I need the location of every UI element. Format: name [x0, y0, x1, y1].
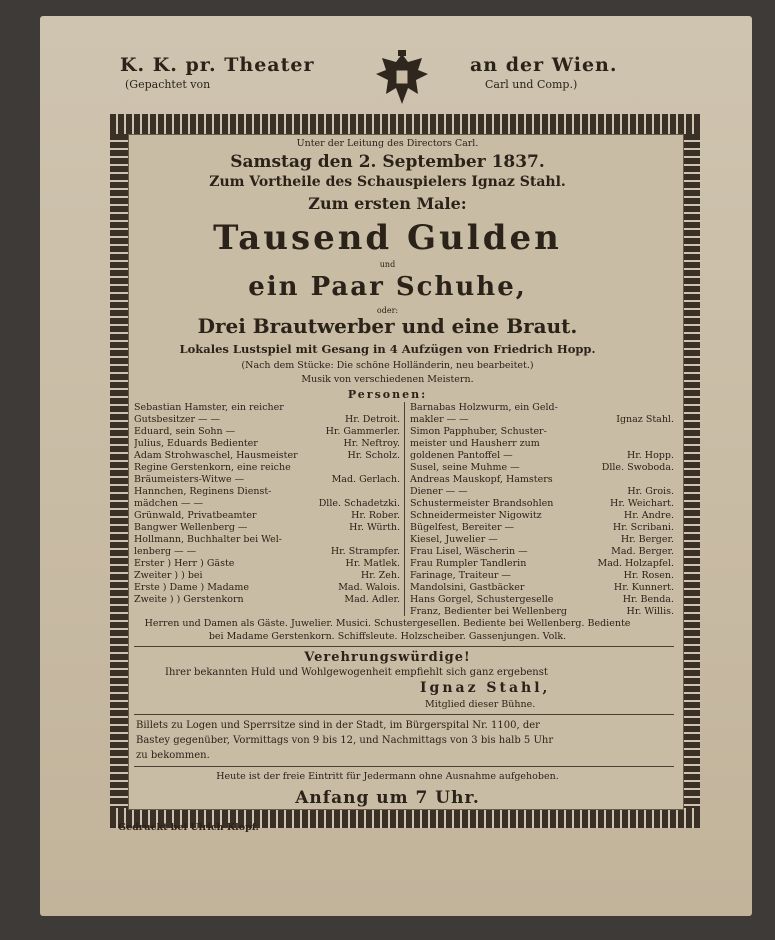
cast-actor: Hr. Willis.	[626, 606, 674, 617]
cast-actor: Hr. Neftroy.	[343, 438, 400, 449]
cast-role: Andreas Mauskopf, Hamsters	[410, 474, 553, 485]
cast-entry	[134, 582, 402, 594]
cast-entry	[410, 426, 676, 438]
theater-title-left: K. K. pr. Theater	[120, 54, 315, 76]
cast-entry	[410, 498, 676, 510]
cast-actor: Hr. Würth.	[349, 522, 400, 533]
title-main: Tausend Gulden	[213, 218, 562, 258]
cast-actor: Hr. Gammerler.	[325, 426, 400, 437]
title-und: und	[379, 260, 396, 269]
member-note: Mitglied dieser Bühne.	[425, 699, 536, 710]
cast-entry	[410, 510, 676, 522]
theater-title-right: an der Wien.	[470, 54, 618, 76]
cast-actor: Mad. Walois.	[338, 582, 400, 593]
divider	[134, 766, 674, 767]
lease-note-left: (Gepachtet von	[125, 78, 211, 91]
start-time: Anfang um 7 Uhr.	[295, 788, 480, 808]
cast-entry	[410, 570, 676, 582]
salutation: Verehrungswürdige!	[304, 650, 471, 665]
cast-actor: Dlle. Schadetzki.	[318, 498, 400, 509]
cast-actor: Hr. Matlek.	[345, 558, 400, 569]
cast-actor: Hr. Hopp.	[626, 450, 674, 461]
cast-entry	[410, 594, 676, 606]
cast-role: Eduard, sein Sohn —	[134, 426, 236, 437]
source-line: (Nach dem Stücke: Die schöne Holländerin, neu bearbeitet.)	[241, 360, 534, 371]
extras-line-2: bei Madame Gerstenkorn. Schiffsleute. Holzscheiber. Gassenjungen. Volk.	[208, 631, 567, 642]
cast-entry	[410, 414, 676, 426]
cast-entry	[410, 582, 676, 594]
cast-role: Zweiter ) ) bei	[134, 570, 203, 581]
cast-entry	[134, 450, 402, 462]
cast-entry	[134, 462, 402, 474]
direction-line: Unter der Leitung des Directors Carl.	[296, 138, 479, 149]
cast-role: Hannchen, Reginens Dienst-	[134, 486, 272, 497]
cast-role: Barnabas Holzwurm, ein Geld-	[410, 402, 558, 413]
cast-list-left	[134, 402, 402, 606]
cast-entry	[410, 450, 676, 462]
subtitle: Drei Brautwerber und eine Braut.	[197, 314, 578, 338]
cast-entry	[134, 594, 402, 606]
cast-role: Frau Lisel, Wäscherin —	[410, 546, 528, 557]
cast-entry	[410, 534, 676, 546]
cast-heading: Personen:	[347, 388, 428, 401]
cast-actor: Hr. Benda.	[622, 594, 674, 605]
title-second: ein Paar Schuhe,	[248, 272, 527, 302]
cast-actor: Hr. Scholz.	[347, 450, 400, 461]
cast-entry	[134, 558, 402, 570]
music-line: Musik von verschiedenen Meistern.	[301, 374, 474, 385]
cast-entry	[134, 414, 402, 426]
cast-role: Adam Strohwaschel, Hausmeister	[134, 450, 298, 461]
cast-role: Grünwald, Privatbeamter	[134, 510, 257, 521]
cast-role: Farinage, Traiteur —	[410, 570, 511, 581]
cast-role: Hans Gorgel, Schustergeselle	[410, 594, 554, 605]
cast-entry	[410, 438, 676, 450]
cast-role: Diener — —	[410, 486, 468, 497]
cast-entry	[410, 558, 676, 570]
cast-actor: Mad. Berger.	[611, 546, 674, 557]
cast-role: Gutsbesitzer — —	[134, 414, 221, 425]
cast-entry	[134, 474, 402, 486]
cast-entry	[134, 438, 402, 450]
cast-actor: Hr. Berger.	[620, 534, 674, 545]
free-entry-note: Heute ist der freie Eintritt für Jedermann ohne Ausnahme aufgehoben.	[216, 771, 559, 782]
cast-entry	[410, 462, 676, 474]
first-time-line: Zum ersten Male:	[308, 194, 467, 213]
cast-actor: Mad. Adler.	[344, 594, 400, 605]
cast-actor: Hr. Weichart.	[610, 498, 674, 509]
printer-credit: Gedruckt bei Ulrich Klopf.	[118, 822, 259, 833]
cast-entry	[134, 570, 402, 582]
cast-role: Bräumeisters-Witwe —	[134, 474, 245, 485]
cast-entry	[134, 486, 402, 498]
cast-entry	[410, 546, 676, 558]
cast-role: Erster ) Herr ) Gäste	[134, 558, 235, 569]
signature: Ignaz Stahl,	[420, 680, 551, 696]
tickets-line-2: Bastey gegenüber, Vormittags von 9 bis 12, und Nachmittags von 3 bis halb 5 Uhr	[136, 735, 554, 746]
title-oder: oder:	[376, 306, 399, 315]
cast-role: Julius, Eduards Bedienter	[134, 438, 258, 449]
cast-list-right	[410, 402, 676, 618]
cast-role: Hollmann, Buchhalter bei Wel-	[134, 534, 283, 545]
cast-role: Zweite ) ) Gerstenkorn	[134, 594, 244, 605]
cast-entry	[410, 474, 676, 486]
cast-role: Kiesel, Juwelier —	[410, 534, 498, 545]
cast-role: lenberg — —	[134, 546, 197, 557]
cast-entry	[410, 486, 676, 498]
tickets-line-3: zu bekommen.	[136, 750, 210, 761]
cast-actor: Mad. Gerlach.	[331, 474, 400, 485]
cast-role: Bügelfest, Bereiter —	[410, 522, 515, 533]
cast-role: Mandolsini, Gastbäcker	[410, 582, 525, 593]
divider	[134, 714, 674, 715]
cast-role: Regine Gerstenkorn, eine reiche	[134, 462, 291, 473]
cast-entry	[134, 546, 402, 558]
cast-actor: Hr. Strampfer.	[330, 546, 400, 557]
cast-actor: Mad. Holzapfel.	[597, 558, 674, 569]
cast-entry	[134, 522, 402, 534]
cast-role: Erste ) Dame ) Madame	[134, 582, 249, 593]
performance-date: Samstag den 2. September 1837.	[230, 152, 545, 172]
cast-actor: Hr. Grois.	[627, 486, 674, 497]
cast-entry	[410, 402, 676, 414]
cast-role: Schneidermeister Nigowitz	[410, 510, 542, 521]
cast-entry	[410, 606, 676, 618]
tickets-line-1: Billets zu Logen und Sperrsitze sind in der Stadt, im Bürgerspital Nr. 1100, der	[136, 720, 540, 731]
cast-role: Simon Papphuber, Schuster-	[410, 426, 547, 437]
cast-actor: Hr. Kunnert.	[613, 582, 674, 593]
lease-note-right: Carl und Comp.)	[485, 78, 578, 91]
genre-line: Lokales Lustspiel mit Gesang in 4 Aufzügen von Friedrich Hopp.	[179, 342, 596, 356]
cast-role: makler — —	[410, 414, 469, 425]
cast-entry	[134, 426, 402, 438]
extras-line-1: Herren und Damen als Gäste. Juwelier. Musici. Schustergesellen. Bediente bei Wellenberg. Bediente	[144, 618, 631, 629]
imperial-eagle-icon	[372, 48, 432, 110]
divider	[134, 646, 674, 647]
cast-entry	[134, 510, 402, 522]
cast-actor: Hr. Scribani.	[612, 522, 674, 533]
cast-actor: Dlle. Swoboda.	[601, 462, 674, 473]
cast-role: Franz, Bedienter bei Wellenberg	[410, 606, 567, 617]
cast-entry	[134, 402, 402, 414]
cast-role: goldenen Pantoffel —	[410, 450, 513, 461]
cast-role: Sebastian Hamster, ein reicher	[134, 402, 284, 413]
benefit-line: Zum Vortheile des Schauspielers Ignaz Stahl.	[209, 174, 566, 190]
cast-actor: Hr. Detroit.	[344, 414, 400, 425]
cast-actor: Hr. Rober.	[351, 510, 400, 521]
cast-role: Susel, seine Muhme —	[410, 462, 520, 473]
recommendation: Ihrer bekannten Huld und Wohlgewogenheit empfiehlt sich ganz ergebenst	[165, 667, 548, 678]
cast-actor: Hr. Andre.	[623, 510, 674, 521]
cast-actor: Hr. Zeh.	[360, 570, 400, 581]
cast-actor: Ignaz Stahl.	[616, 414, 674, 425]
cast-role: Bangwer Wellenberg —	[134, 522, 248, 533]
cast-divider	[404, 402, 405, 616]
cast-actor: Hr. Rosen.	[623, 570, 674, 581]
cast-role: Schustermeister Brandsohlen	[410, 498, 554, 509]
cast-entry	[134, 534, 402, 546]
cast-entry	[134, 498, 402, 510]
cast-entry	[410, 522, 676, 534]
cast-role: mädchen — —	[134, 498, 203, 509]
cast-role: Frau Rumpler Tandlerin	[410, 558, 527, 569]
cast-role: meister und Hausherr zum	[410, 438, 540, 449]
